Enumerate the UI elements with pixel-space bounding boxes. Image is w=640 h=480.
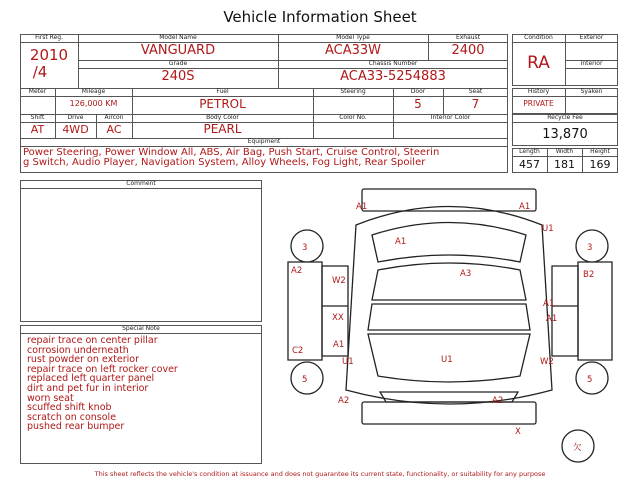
exhaust-label: Exhaust: [455, 34, 481, 41]
mileage-value: 126,000 KM: [69, 99, 118, 108]
door-label: Door: [410, 88, 426, 95]
special-note-label: Special Note: [122, 325, 160, 332]
note-item: replaced left quarter panel: [27, 373, 155, 385]
exterior-label: Exterior: [579, 34, 604, 41]
mark-front-left-bumper: A1: [356, 202, 368, 212]
note-item: repair trace on center pillar: [27, 335, 158, 346]
width-value: 181: [554, 158, 575, 171]
page-title: Vehicle Information Sheet: [223, 8, 417, 26]
mark-rear-bumper-x: X: [515, 427, 521, 437]
shift-value: AT: [30, 123, 45, 136]
recycle-fee-label: Recycle Fee: [547, 114, 583, 121]
equipment-text: [23, 148, 503, 168]
syaken-label: Syaken: [580, 88, 603, 95]
meter-label: Meter: [28, 88, 47, 95]
grade-value: 240S: [161, 69, 195, 84]
model-type-label: Model Type: [336, 34, 370, 41]
mark-left-center-pillar: XX: [332, 313, 344, 323]
mark-front-left-wheel: 3: [302, 243, 308, 253]
fuel-value: PETROL: [199, 97, 246, 111]
width-label: Width: [555, 148, 574, 155]
mark-rear-left-bumper: A2: [338, 396, 350, 406]
mark-right-front-door: A1: [543, 299, 555, 309]
grade-label: Grade: [168, 60, 188, 67]
note-item: scuffed shift knob: [27, 402, 112, 414]
chassis-number-value: ACA33-5254883: [340, 69, 446, 84]
disclaimer-footer: This sheet reflects the vehicle's condition at issuance and does not guarantee its current state, functionality, or suitability for any purpose: [94, 470, 546, 478]
mark-left-front-door: W2: [332, 276, 346, 286]
note-item: rust powder on exterior: [27, 354, 140, 366]
mark-right-center: A1: [546, 314, 558, 324]
note-item: corrosion underneath: [27, 344, 129, 356]
equipment-line: g Switch, Audio Player, Navigation System, Alloy Wheels, Fog Light, Rear Spoiler: [23, 157, 426, 168]
body-color-value: PEARL: [203, 122, 242, 136]
equipment-line: Power Steering, Power Window All, ABS, Air Bag, Push Start, Cruise Control, Steerin: [23, 147, 440, 158]
condition-value: RA: [527, 53, 550, 73]
mark-cargo: U1: [441, 355, 453, 365]
mark-left-fender: A2: [291, 266, 303, 276]
interior-label: Interior: [580, 60, 603, 67]
body-color-label: Body Color: [206, 114, 239, 121]
history-label: History: [527, 88, 550, 95]
model-type-value: ACA33W: [324, 43, 382, 58]
aircon-value: AC: [106, 123, 122, 136]
note-item: worn seat: [27, 392, 74, 404]
mark-left-quarter: C2: [292, 346, 304, 356]
first-reg-month: /4: [32, 63, 48, 81]
shift-label: Shift: [30, 114, 45, 121]
equipment-label: Equipment: [247, 138, 281, 145]
mark-rear-right-wheel: 5: [587, 375, 593, 385]
mark-right-fender: U1: [542, 224, 554, 234]
mark-left-rear-door: A1: [333, 340, 345, 350]
mark-right-front-door-edge: B2: [583, 270, 595, 280]
height-value: 169: [589, 158, 611, 171]
first-reg-year: 2010: [29, 46, 69, 64]
comment-label: Comment: [126, 180, 156, 187]
model-name-label: Model Name: [159, 34, 197, 41]
model-name-value: VANGUARD: [140, 43, 216, 58]
mark-rear-left-wheel: 5: [302, 375, 308, 385]
mark-circle: 欠: [573, 443, 582, 453]
drive-value: 4WD: [62, 123, 89, 136]
note-item: dirt and pet fur in interior: [27, 382, 149, 394]
fuel-label: Fuel: [216, 88, 229, 95]
drive-label: Drive: [67, 114, 84, 121]
mark-front-right-wheel: 3: [587, 243, 593, 253]
length-label: Length: [519, 148, 540, 155]
door-value: 5: [414, 97, 422, 111]
aircon-label: Aircon: [104, 114, 124, 121]
first-reg-label: First Reg.: [35, 34, 63, 41]
steering-label: Steering: [340, 88, 366, 95]
seat-label: Seat: [468, 88, 483, 95]
color-no-label: Color No.: [339, 114, 367, 121]
mileage-label: Mileage: [81, 88, 106, 95]
comment-box: [20, 180, 262, 322]
mark-right-rear-door: W2: [540, 357, 554, 367]
height-label: Height: [590, 148, 610, 155]
interior-color-label: Interior Color: [430, 114, 471, 121]
mark-roof: A3: [460, 269, 472, 279]
mark-rear-right-bumper: A2: [492, 396, 504, 406]
note-item: pushed rear bumper: [27, 421, 125, 433]
length-value: 457: [519, 158, 540, 171]
special-note-list: [27, 336, 178, 432]
recycle-fee-value: 13,870: [542, 127, 588, 142]
seat-value: 7: [471, 97, 480, 111]
chassis-number-label: Chassis Number: [368, 60, 418, 67]
mark-hood: A1: [395, 237, 407, 247]
mark-front-right-bumper: A1: [519, 202, 531, 212]
car-damage-diagram: [268, 178, 628, 468]
condition-label: Condition: [524, 34, 553, 41]
exhaust-value: 2400: [451, 43, 485, 58]
history-value: PRIVATE: [523, 99, 554, 108]
note-item: repair trace on left rocker cover: [27, 363, 178, 375]
note-item: scratch on console: [27, 411, 117, 423]
mark-left-rear-lower: U1: [342, 357, 354, 367]
